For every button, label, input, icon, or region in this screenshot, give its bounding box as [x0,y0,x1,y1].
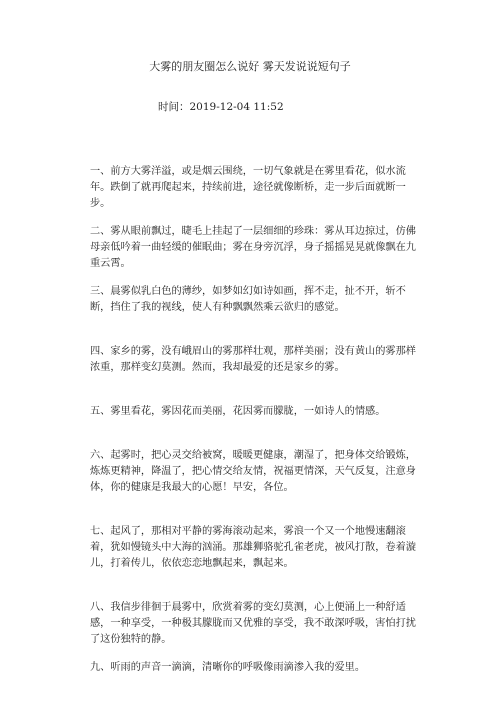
paragraph-5: 五、雾里看花，雾因花而美丽，花因雾而朦胧，一如诗人的情感。 [90,406,386,417]
article-title: 大雾的朋友圈怎么说好 雾天发说说短句子 [149,60,351,73]
paragraph-9: 九、听雨的声音一滴滴，清晰你的呼吸像雨滴渗入我的爱里。 [90,662,366,673]
paragraph-4: 四、家乡的雾，没有峨眉山的雾那样壮观，那样美丽；没有黄山的雾那样浓重，那样变幻莫测。然而，我却最爱的还是家乡的雾。 [90,346,416,373]
paragraph-1: 一、前方大雾洋溢，或是烟云围绕，一切气象就是在雾里看花，似水流年。跌倒了就再爬起来，持续前进，途径就像断桥，走一步后面就断一步。 [90,166,406,209]
paragraph-3: 三、晨雾似乳白色的薄纱，如梦如幻如诗如画，挥不走，扯不开，斩不断，挡住了我的视线，使人有种飘飘然乘云欲归的感觉。 [90,286,406,313]
time-value: 2019-12-04 11:52 [189,101,284,113]
paragraph-7: 七、起风了，那相对平静的雾海滚动起来，雾浪一个又一个地慢速翻滚着，犹如慢镜头中大海的汹涌。那雄狮骆驼孔雀老虎，被风打散，卷着漩儿，打着传儿，依依恋恋地飘起来，飘起来。 [90,526,416,569]
paragraph-6: 六、起雾时，把心灵交给被窝，暖暖更健康，潮湿了，把身体交给锻炼，炼炼更精神，降温了，把心情交给友情，祝福更情深，天气反复，注意身体，你的健康是我最大的心愿！早安，各位。 [90,450,416,493]
paragraph-2: 二、雾从眼前飘过，睫毛上挂起了一层细细的珍珠：雾从耳边掠过，仿佛母亲低吟着一曲轻缓的催眠曲；雾在身旁沉浮，身子摇摇晃晃就像飘在九重云霄。 [90,226,416,269]
publish-time [158,100,284,114]
time-label: 时间： [158,101,190,113]
paragraph-8: 八、我信步徘徊于晨雾中，欣赏着雾的变幻莫测，心上便涌上一种舒适感，一种享受，一种极其朦胧而又优雅的享受，我不敢深呼吸，害怕打扰了这份独特的静。 [90,602,416,645]
